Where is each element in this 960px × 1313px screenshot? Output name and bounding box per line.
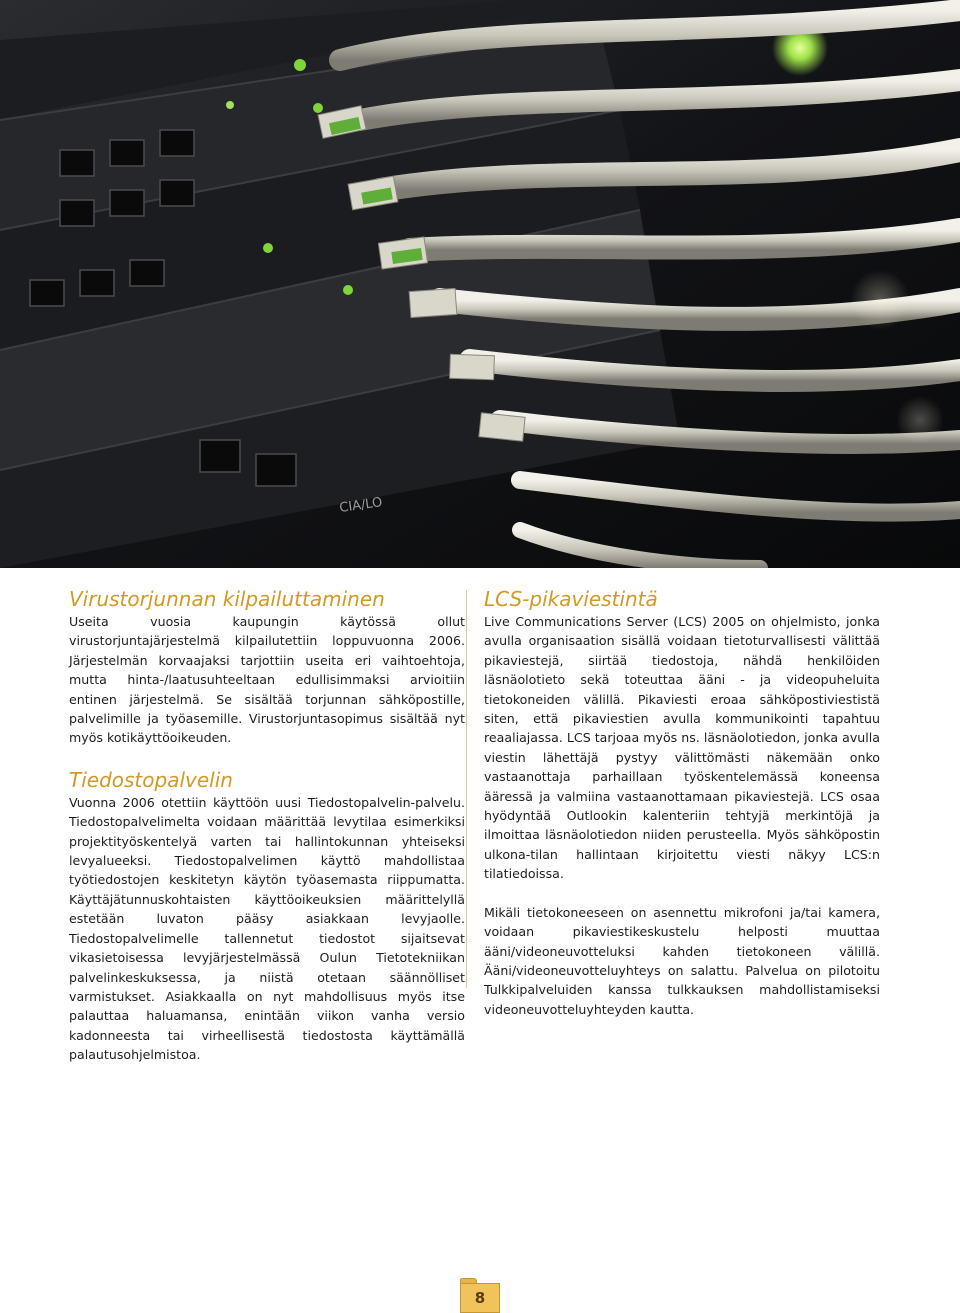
paragraph-lcs-video: Mikäli tietokoneeseen on asennettu mikrofoni ja/tai kamera, voidaan pikaviestikeskustelu helposti muuttaa ääni/videoneuvotteluksi kahden tietokoneen välillä. Ääni/videoneuvotteluyhteys on salattu. Palvelua on pilotoitu Tulkkipalveluiden kanssa tulkkauksen mahdollistamiseksi videoneuvotteluyhteyden kautta. bbox=[484, 904, 880, 1017]
header-photo bbox=[0, 0, 960, 568]
panel-label: CIA/LO bbox=[338, 495, 384, 516]
heading-tiedostopalvelin: Tiedostopalvelin bbox=[69, 767, 233, 792]
column-divider bbox=[466, 590, 467, 988]
heading-lcs: LCS-pikaviestintä bbox=[484, 587, 658, 611]
page-number-box bbox=[460, 1283, 500, 1313]
paragraph-virustorjunta: Useita vuosia kaupungin käytössä ollut virustorjuntajärjestelmä kilpailutettiin loppuvuonna 2006. Järjestelmän korvaajaksi tarjottiin useita eri vaihtoehtoja, mutta hinta-/laatusuhteeltaan edullisimmaksi arvioitiin entinen järjestelmä. Se sisältää torjunnan sähköpostille, palvelimille ja työasemille. Virustorjuntasopimus sisältää nyt myös kotikäyttöoikeuden. bbox=[69, 614, 465, 746]
right-column bbox=[484, 586, 880, 1019]
spacer bbox=[484, 884, 880, 903]
page-number-tab bbox=[460, 1278, 500, 1313]
heading-virustorjunta: Virustorjunnan kilpailuttaminen bbox=[69, 587, 385, 611]
server-rack-illustration bbox=[0, 0, 960, 568]
paragraph-tiedostopalvelin: Vuonna 2006 otettiin käyttöön uusi Tiedostopalvelin-palvelu. Tiedostopalvelimelta voidaan määrittää levytilaa esimerkiksi projektityöskentelyä varten tai hallintokunnan yhteiseksi levyalueeksi. Tiedostopalvelimen käyttö mahdollistaa työtiedostojen keskitetyn käytön työasemasta riippumatta. Käyttäjätunnuskohtaisten käyttöoikeuksien määrittelyllä estetään luvaton pääsy asiakkaan levyjaolle. Tiedostopalvelimelle tallennetut tiedostot sijaitsevat vikasietoisessa levyjärjestelmässä Oulun Tietotekniikan palvelinkeskuksessa, ja niistä otetaan säännölliset varmistukset. Asiakkaalla on nyt mahdollisuus myös itse palauttaa haluamansa, enintään viikon vanha versio kadonneesta tai virheellisestä tiedostosta käyttämällä palautusohjelmistoa. bbox=[69, 794, 465, 1063]
left-column bbox=[69, 586, 465, 1065]
page-number: 8 bbox=[474, 1289, 486, 1307]
spacer bbox=[69, 748, 465, 767]
paragraph-lcs: Live Communications Server (LCS) 2005 on ohjelmisto, jonka avulla organisaation sisällä voidaan tietoturvallisesti välittää pikaviestejä, siirtää tiedostoja, nähdä henkilöiden läsnäolotieto sekä toteuttaa ääni - ja videopuheluita tietokoneiden välillä. Pikaviesti eroaa sähköpostiviestistä siten, että pikaviestien avulla kommunikointi tapahtuu reaaliajassa. LCS tarjoaa myös ns. läsnäolotiedon, jonka avulla viestin lähettäjä pystyy välittömästi näkemään onko vastaanottaja parhaillaan työskentelemässä koneensa ääressä ja valmiina vastaanottamaan pikaviestejä. LCS osaa hyödyntää Outlookin kalenteriin tehtyjä merkintöjä ja ilmoittaa läsnäolotiedon niiden perusteella. Myös sähköpostin ulkona-tilan hallintaan kirjoitettu viesti näkyy LCS:n tilatiedoissa. bbox=[484, 614, 880, 882]
